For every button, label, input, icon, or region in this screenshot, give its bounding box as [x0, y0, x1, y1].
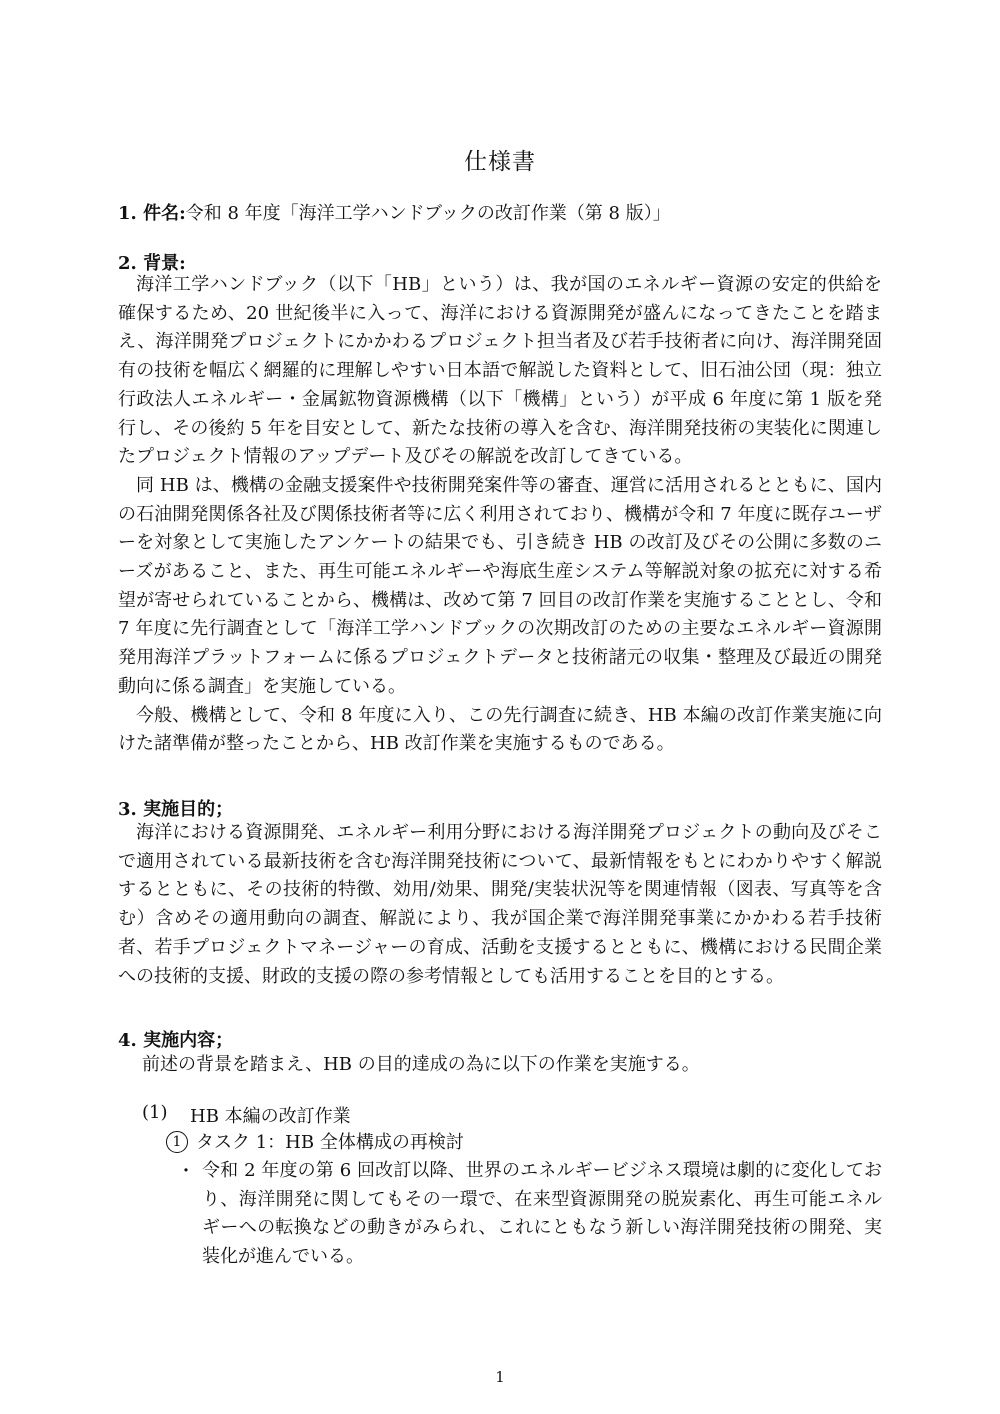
bullet-text: 令和 2 年度の第 6 回改訂以降、世界のエネルギービジネス環境は劇的に変化しており、海洋開発に関してもその一環で、在来型資源開発の脱炭素化、再生可能エネルギーへの転換などの動きがみられ、これにともなう新しい海洋開発技術の開発、実装化が進んでいる。: [202, 1160, 882, 1268]
section-number: 1.: [118, 203, 137, 224]
section-heading-label: 件名:: [143, 203, 186, 224]
section-number: 4.: [118, 1030, 137, 1051]
task-item: [166, 1128, 464, 1154]
paragraph: 海洋工学ハンドブック（以下「HB」という）は、我が国のエネルギー資源の安定的供給を確保するため、20 世紀後半に入って、海洋における資源開発が盛んになってきたことを踏まえ、海洋開発プロジェクトにかかわるプロジェクト担当者及び若手技術者に向け、海洋開発固有の技術を幅広く網羅的に理解しやすい日本語で解説した資料として、旧石油公団（現：独立行政法人エネルギー・金属鉱物資源機構（以下「機構」という）が平成 6 年度に第 1 版を発行し、その後約 5 年を目安として、新たな技術の導入を含む、海洋開発技術の実装化に関連したプロジェクト情報のアップデート及びその解説を改訂してきている。: [118, 274, 882, 468]
section-number: 3.: [118, 799, 137, 820]
section-3-body: [118, 819, 882, 991]
section-4-heading: [118, 1026, 233, 1052]
section-number: 2.: [118, 253, 137, 274]
section-1-heading: [118, 199, 671, 225]
paragraph: 今般、機構として、令和 8 年度に入り、この先行調査に続き、HB 本編の改訂作業実施に向けた諸準備が整ったことから、HB 改訂作業を実施するものである。: [118, 704, 882, 755]
section-heading-label: 実施内容；: [143, 1030, 234, 1051]
section-heading-rest: 令和 8 年度「海洋工学ハンドブックの改訂作業（第 8 版）」: [185, 203, 671, 224]
paragraph: 同 HB は、機構の金融支援案件や技術開発案件等の審査、運営に活用されるとともに、国内の石油開発関係各社及び関係技術者等に広く利用されており、機構が令和 7 年度に既存ユーザーを対象として実施したアンケートの結果でも、引き続き HB の改訂及びその公開に多数のニーズがあること、また、再生可能エネルギーや海底生産システム等解説対象の拡充に対する希望が寄せられていることから、機構は、改めて第 7 回目の改訂作業を実施することとし、令和 7 年度に先行調査として「海洋工学ハンドブックの次期改訂のための主要なエネルギー資源開発用海洋プラットフォームに係るプロジェクトデータと技術諸元の収集・整理及び最近の開発動向に係る調査」を実施している。: [118, 474, 882, 697]
item-number: (1): [142, 1102, 168, 1123]
task-label: タスク 1：HB 全体構成の再検討: [196, 1132, 464, 1153]
section-heading-label: 実施目的；: [143, 799, 234, 820]
section-3-heading: [118, 795, 233, 821]
section-2-body: [118, 271, 882, 759]
bullet-icon: ・: [177, 1161, 195, 1182]
section-4-intro: 前述の背景を踏まえ、HB の目的達成の為に以下の作業を実施する。: [142, 1054, 700, 1075]
page-number: 1: [495, 1368, 505, 1386]
item-label: HB 本編の改訂作業: [190, 1106, 351, 1127]
paragraph: 海洋における資源開発、エネルギー利用分野における海洋開発プロジェクトの動向及びそこで適用されている最新技術を含む海洋開発技術について、最新情報をもとにわかりやすく解説するとともに、その技術的特徴、効用/効果、開発/実装状況等を関連情報（図表、写真等を含む）含めその適用動向の調査、解説により、我が国企業で海洋開発事業にかかわる若手技術者、若手プロジェクトマネージャーの育成、活動を支援するとともに、機構における民間企業への技術的支援、財政的支援の際の参考情報としても活用することを目的とする。: [118, 822, 882, 987]
circled-number-icon: 1: [166, 1131, 188, 1153]
section-heading-label: 背景:: [143, 253, 186, 274]
page-title: 仕様書: [464, 149, 536, 175]
